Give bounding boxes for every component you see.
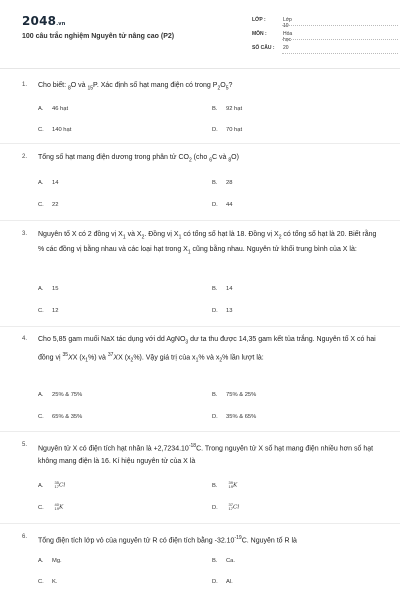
question-text: Nguyên tố X có 2 đồng vị $X_1$ và $X_2$. Đồng vị $X_1$ có tổng số hạt là 18. Đồng vị $X_2$ có tổng số hạt là 20. Biết rằng % các đồng vị bằng nhau và các loại hạt trong $X_1$ cũng bằng nhau. Nguyên tử khối trung bình của X là: [38, 231, 377, 256]
option-b[interactable]: B. Ca. [212, 558, 236, 564]
option-c[interactable]: C. 22 [38, 202, 59, 208]
question-text: Cho 5,85 gam muối NaX tác dụng với dd AgNO$_3$ dư ta thu được 14,35 gam kết tủa trắng. Nguyên tố X có hai đồng vị $^{35}$XX $(x_1\%)$ và $^{37}$XX $(x_2\%)$. Vậy giá trị của $x_1\%$ và $x_2\%$ lần lượt là: [38, 336, 376, 364]
question-divider [0, 143, 400, 144]
option-a[interactable]: A. Mg. [38, 558, 62, 564]
option-b[interactable]: B. 14 [212, 286, 233, 292]
option-d[interactable]: D.37 17Cl [212, 502, 240, 511]
page-header: 2048.vn 100 câu trắc nghiệm Nguyên tử nâng cao (P2) LỚP : Lớp 10 MÔN : Hóa học SỐ CÂU : 20 [0, 0, 400, 60]
option-b[interactable]: B.39 19K [212, 480, 238, 489]
option-b[interactable]: B. 92 hạt [212, 106, 243, 112]
document-title: 100 câu trắc nghiệm Nguyên tử nâng cao (P2) [22, 33, 175, 40]
question-divider [0, 220, 400, 221]
option-c[interactable]: C. 140 hạt [38, 127, 72, 133]
option-a[interactable]: A. 46 hạt [38, 106, 69, 112]
option-a[interactable]: A. 14 [38, 180, 59, 186]
header-divider [0, 68, 400, 69]
option-a[interactable]: A. 15 [38, 286, 59, 292]
option-b[interactable]: B. 75% & 25% [212, 392, 257, 398]
option-d[interactable]: D. 44 [212, 202, 233, 208]
option-d[interactable]: D. Al. [212, 579, 233, 585]
question-divider [0, 431, 400, 432]
question-text: Cho biết: $_8$O và $_{15}$P. Xác định số hạt mang điện có trong $P_2O_5$? [38, 82, 233, 92]
site-logo[interactable]: 2048.vn [22, 14, 66, 28]
option-c[interactable]: C. 65% & 35% [38, 414, 83, 420]
option-d[interactable]: D. 35% & 65% [212, 414, 257, 420]
question-text: Nguyên tử X có điện tích hạt nhân là $+2,7234.10^{-18}C$. Trong nguyên tử X số hạt mang điện nhiều hơn số hạt không mang điện là 16. Kí hiệu nguyên tử của X là [38, 443, 374, 465]
option-d[interactable]: D. 13 [212, 308, 233, 314]
option-c[interactable]: C. K. [38, 579, 58, 585]
option-b[interactable]: B. 28 [212, 180, 233, 186]
option-a[interactable]: A. 25% & 75% [38, 392, 83, 398]
option-a[interactable]: A.35 17Cl [38, 480, 66, 489]
question-text: Tổng số hạt mang điện dương trong phân tử $CO_2$ (cho $_6$C và $_8$O) [38, 154, 239, 164]
question-divider [0, 523, 400, 524]
option-c[interactable]: C.40 19K [38, 502, 64, 511]
option-c[interactable]: C. 12 [38, 308, 59, 314]
option-d[interactable]: D. 70 hạt [212, 127, 243, 133]
question-text: Tổng điện tích lớp vỏ của nguyên tử R có điện tích bằng $-32.10^{-19}C$. Nguyên tố R là [38, 535, 297, 545]
question-divider [0, 326, 400, 327]
